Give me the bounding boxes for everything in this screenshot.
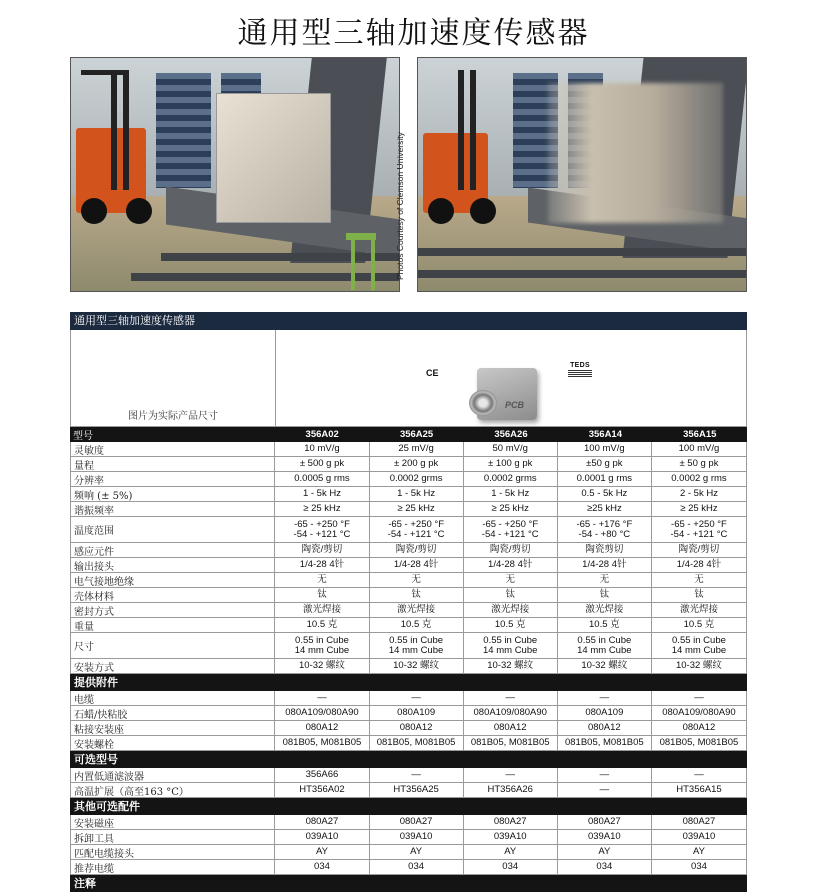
table-cell: — (275, 691, 369, 705)
table-cell (464, 517, 558, 542)
product-image (276, 330, 746, 426)
table-cell: — (558, 783, 652, 797)
row-label: 尺寸 (71, 633, 275, 658)
table-cell: 10-32 螺纹 (275, 659, 369, 673)
table-cell: ≥ 25 kHz (275, 502, 369, 516)
row-label: 重量 (71, 618, 275, 632)
table-cell: 钛 (694, 589, 704, 600)
cell-line: -54 - +80 °C (578, 528, 631, 540)
row-label: 谐振频率 (71, 502, 275, 516)
cell-line: -65 - +176 °F (576, 518, 633, 530)
table-cell: 080A109/080A90 (275, 706, 369, 720)
cell-line: -65 - +250 °F (482, 518, 539, 530)
table-cell: 034 (691, 861, 707, 872)
table-row (71, 543, 746, 558)
table-cell: 10.5 克 (370, 618, 464, 632)
table-cell: ± 100 g pk (464, 457, 558, 471)
table-cell: 激光焊接 (558, 603, 652, 617)
table-cell: 1 - 5k Hz (370, 487, 464, 501)
table-cell: 039A10 (558, 830, 652, 844)
table-cell: ≥ 25 kHz (370, 502, 464, 516)
table-cell: 080A12 (370, 721, 464, 735)
row-label: 安装螺栓 (71, 736, 275, 750)
table-row (71, 691, 746, 706)
table-cell: 080A12 (558, 721, 652, 735)
table-cell: 10-32 螺纹 (675, 660, 722, 671)
model-name: 356A14 (588, 429, 622, 440)
table-cell: AY (558, 845, 652, 859)
table-row (71, 830, 746, 845)
table-cell: 0.0005 g rms (275, 472, 369, 486)
model-name: 356A15 (683, 429, 717, 440)
table-cell (558, 633, 652, 658)
table-cell: 034 (370, 860, 464, 874)
table-row (71, 721, 746, 736)
brand-logo: PCB (505, 400, 525, 410)
photo-credit: Photos Courtesy of Clemson University (395, 132, 405, 280)
table-cell: 034 (464, 860, 558, 874)
cell-line: -54 - +121 °C (387, 528, 445, 540)
table-cell: 陶瓷/剪切 (678, 544, 720, 555)
table-cell: 无 (464, 573, 558, 587)
table-cell: — (464, 691, 558, 705)
cell-line: 0.55 in Cube (483, 634, 538, 646)
table-band-title: 通用型三轴加速度传感器 (70, 312, 747, 330)
table-cell: ≥ 25 kHz (464, 502, 558, 516)
table-cell: 100 mV/g (678, 443, 720, 454)
cell-line: 0.55 in Cube (295, 634, 349, 646)
triaxial-sensor-icon (469, 360, 541, 422)
table-cell (652, 517, 746, 542)
table-row (71, 517, 746, 543)
table-cell: 2 - 5k Hz (679, 488, 718, 499)
table-cell: 10-32 螺纹 (370, 659, 464, 673)
table-cell: 080A27 (682, 816, 716, 827)
table-row (71, 633, 746, 659)
table-cell: 080A109/080A90 (464, 706, 558, 720)
table-cell: 080A12 (275, 721, 369, 735)
table-cell: 080A12 (682, 722, 716, 733)
table-cell: 陶瓷/剪切 (275, 543, 369, 557)
cell-line: -65 - +250 °F (388, 518, 444, 530)
table-cell: 0.0001 g rms (558, 472, 652, 486)
table-cell: HT356A02 (275, 783, 369, 797)
forklift-photo-shaking (417, 57, 747, 292)
row-label: 拆卸工具 (71, 830, 275, 844)
table-row (71, 618, 746, 633)
row-label: 温度范围 (71, 517, 275, 542)
table-cell: 039A10 (464, 830, 558, 844)
table-cell: 激光焊接 (679, 604, 718, 615)
table-cell: 10-32 螺纹 (464, 659, 558, 673)
table-cell: 0.0002 g rms (671, 473, 727, 484)
table-cell: 10.5 克 (464, 618, 558, 632)
table-row (71, 502, 746, 517)
cell-line: -65 - +250 °F (671, 518, 727, 530)
forklift-photo-static (70, 57, 400, 292)
table-cell: — (464, 768, 558, 782)
table-cell (370, 517, 464, 542)
table-cell: 081B05, M081B05 (370, 736, 464, 750)
cell-line: -65 - +250 °F (294, 518, 350, 530)
row-label: 感应元件 (71, 543, 275, 557)
table-row (71, 783, 746, 798)
table-cell: 1/4-28 4针 (558, 558, 652, 572)
product-image-row (70, 330, 747, 427)
specs-section (70, 442, 747, 674)
table-cell: 080A12 (464, 721, 558, 735)
table-cell: 081B05, M081B05 (558, 736, 652, 750)
table-cell: 1 - 5k Hz (275, 487, 369, 501)
table-cell: 无 (694, 574, 704, 585)
table-cell: 10 mV/g (275, 442, 369, 456)
cell-line: 0.55 in Cube (672, 634, 726, 646)
model-name: 356A02 (305, 429, 339, 440)
table-cell: 080A27 (370, 815, 464, 829)
table-row (71, 845, 746, 860)
table-cell: 0.5 - 5k Hz (558, 487, 652, 501)
table-cell: 激光焊接 (464, 603, 558, 617)
other-accessories-section (70, 815, 747, 875)
table-row (71, 659, 746, 674)
table-cell: 080A109 (370, 706, 464, 720)
row-label: 内置低通滤波器 (71, 768, 275, 782)
table-row (71, 558, 746, 573)
cell-line: -54 - +121 °C (481, 528, 539, 540)
table-cell: 034 (275, 860, 369, 874)
model-label: 型号 (73, 431, 93, 442)
row-label: 频响 (± 5%) (71, 487, 275, 501)
options-band: 可选型号 (70, 751, 747, 768)
row-label: 密封方式 (71, 603, 275, 617)
table-cell: 1/4-28 4针 (464, 558, 558, 572)
table-row (71, 472, 746, 487)
table-cell: 080A109/080A90 (662, 707, 736, 718)
row-label: 输出接头 (71, 558, 275, 572)
table-cell: 081B05, M081B05 (275, 736, 369, 750)
table-cell: 080A27 (558, 815, 652, 829)
table-cell: ≥ 25 kHz (680, 503, 718, 514)
table-cell: — (694, 769, 704, 780)
model-name: 356A26 (494, 429, 528, 440)
table-cell: 080A27 (275, 815, 369, 829)
cell-line: 14 mm Cube (671, 644, 727, 656)
table-cell (275, 517, 369, 542)
row-label: 电缆 (71, 691, 275, 705)
row-label: 安装方式 (71, 659, 275, 673)
table-cell: 10.5 克 (558, 618, 652, 632)
table-cell: AY (275, 845, 369, 859)
table-cell: 039A10 (275, 830, 369, 844)
table-cell: HT356A26 (464, 783, 558, 797)
table-row (71, 573, 746, 588)
table-cell: 陶瓷剪切 (558, 543, 652, 557)
cell-line: 14 mm Cube (294, 644, 350, 656)
row-label: 粘接安装座 (71, 721, 275, 735)
table-cell: ±50 g pk (558, 457, 652, 471)
table-cell: HT356A25 (370, 783, 464, 797)
row-label: 量程 (71, 457, 275, 471)
table-cell: 无 (275, 573, 369, 587)
table-cell: 10.5 克 (275, 618, 369, 632)
table-cell: 1/4-28 4针 (676, 559, 722, 570)
row-label: 灵敏度 (71, 442, 275, 456)
table-row (71, 736, 746, 751)
table-cell: 钛 (370, 588, 464, 602)
table-cell: 激光焊接 (275, 603, 369, 617)
image-caption: 图片为实际产品尺寸 (71, 330, 276, 426)
table-cell: 080A109 (558, 706, 652, 720)
table-row (71, 815, 746, 830)
table-cell (370, 633, 464, 658)
table-cell (464, 633, 558, 658)
other-accessories-band: 其他可选配件 (70, 798, 747, 815)
table-cell: 080A27 (464, 815, 558, 829)
table-cell: ± 50 g pk (679, 458, 719, 469)
row-label: 分辨率 (71, 472, 275, 486)
table-cell: 1/4-28 4针 (370, 558, 464, 572)
table-cell: 10-32 螺纹 (558, 659, 652, 673)
options-section (70, 768, 747, 798)
table-cell (652, 633, 746, 658)
table-cell: 陶瓷/剪切 (464, 543, 558, 557)
cell-line: 0.55 in Cube (389, 634, 444, 646)
table-cell: 0.0002 grms (370, 472, 464, 486)
spec-table (70, 312, 747, 892)
cell-line: 0.55 in Cube (577, 634, 632, 646)
table-cell: 1 - 5k Hz (464, 487, 558, 501)
cell-line: -54 - +121 °C (293, 528, 351, 540)
table-cell: 钛 (464, 588, 558, 602)
table-row (71, 457, 746, 472)
table-row (71, 768, 746, 783)
table-cell: — (558, 768, 652, 782)
table-cell: — (370, 768, 464, 782)
table-cell (275, 633, 369, 658)
table-cell: 钛 (558, 588, 652, 602)
table-cell: 无 (370, 573, 464, 587)
table-cell: 081B05, M081B05 (659, 737, 739, 748)
table-cell: ≥25 kHz (558, 502, 652, 516)
row-label: 匹配电缆接头 (71, 845, 275, 859)
table-cell: 10.5 克 (683, 619, 715, 630)
table-row (71, 860, 746, 875)
cell-line: 14 mm Cube (577, 644, 632, 656)
notes-band: 注释 (70, 875, 747, 892)
table-cell: 100 mV/g (558, 442, 652, 456)
table-cell: 陶瓷/剪切 (370, 543, 464, 557)
accessories-section (70, 691, 747, 751)
table-cell: — (370, 691, 464, 705)
cell-line: -54 - +121 °C (670, 528, 728, 540)
row-label: 电气接地绝缘 (71, 573, 275, 587)
table-cell: 356A66 (275, 768, 369, 782)
table-row (71, 487, 746, 502)
table-cell: 039A10 (370, 830, 464, 844)
table-cell: 钛 (275, 588, 369, 602)
table-cell: ± 200 g pk (370, 457, 464, 471)
model-header-row (70, 427, 747, 442)
row-label: 石蜡/快粘胶 (71, 706, 275, 720)
table-cell: 0.0002 grms (464, 472, 558, 486)
row-label: 推荐电缆 (71, 860, 275, 874)
cell-line: 14 mm Cube (388, 644, 444, 656)
table-cell: — (694, 692, 704, 703)
table-row (71, 603, 746, 618)
model-name: 356A25 (399, 429, 434, 440)
table-row (71, 442, 746, 457)
row-label: 高温扩展（高至163 °C） (71, 783, 275, 797)
table-cell: AY (370, 845, 464, 859)
table-cell: 25 mV/g (370, 442, 464, 456)
table-cell: ± 500 g pk (275, 457, 369, 471)
table-cell: AY (692, 846, 705, 857)
table-cell: HT356A15 (676, 784, 722, 795)
table-cell: 034 (558, 860, 652, 874)
table-cell: — (558, 691, 652, 705)
table-cell (558, 517, 652, 542)
table-cell: 039A10 (682, 831, 716, 842)
table-cell: 无 (558, 573, 652, 587)
table-cell: 激光焊接 (370, 603, 464, 617)
table-cell: 1/4-28 4针 (275, 558, 369, 572)
row-label: 安装磁座 (71, 815, 275, 829)
table-row (71, 588, 746, 603)
accessories-band: 提供附件 (70, 674, 747, 691)
teds-icon: TEDS (568, 362, 592, 378)
table-row (71, 706, 746, 721)
cell-line: 14 mm Cube (483, 644, 538, 656)
row-label: 壳体材料 (71, 588, 275, 602)
ce-mark-icon: CE (426, 368, 439, 378)
table-cell: 081B05, M081B05 (464, 736, 558, 750)
table-cell: AY (464, 845, 558, 859)
page-title: 通用型三轴加速度传感器 (237, 16, 590, 51)
table-cell: 50 mV/g (464, 442, 558, 456)
